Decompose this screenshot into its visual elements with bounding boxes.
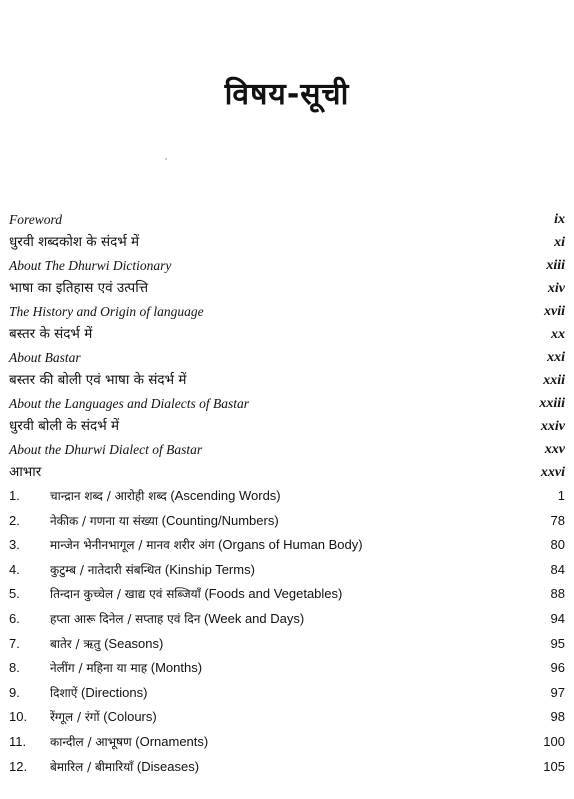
front-matter-entry <box>9 323 565 346</box>
entry-page-number: xxi <box>547 350 565 365</box>
chapter-entry <box>9 582 565 607</box>
chapter-title <box>50 632 163 657</box>
chapter-title-hindi: तिन्दान कुच्चेल / खाद्य एवं सब्जियाँ <box>50 587 201 602</box>
chapter-page-number: 94 <box>550 610 565 626</box>
entry-page-number: xiv <box>547 281 565 296</box>
chapter-page-number: 98 <box>550 709 565 725</box>
chapter-entry <box>9 533 565 558</box>
chapter-number: 7. <box>9 635 20 651</box>
chapter-title-english: (Seasons) <box>104 635 164 651</box>
chapter-list <box>9 484 565 779</box>
entry-page-number: xi <box>554 235 565 250</box>
front-matter-entry <box>9 461 565 484</box>
front-matter-entry <box>9 369 565 392</box>
front-matter-list <box>9 208 565 484</box>
chapter-title <box>50 509 279 534</box>
front-matter-entry <box>9 438 565 461</box>
chapter-title <box>50 681 147 706</box>
entry-page-number: xx <box>551 327 565 342</box>
chapter-page-number: 84 <box>550 561 565 577</box>
chapter-page-number: 97 <box>550 684 565 700</box>
entry-page-number: xxvi <box>540 465 565 480</box>
chapter-title-english: (Counting/Numbers) <box>161 512 279 528</box>
entry-page-number: xxv <box>544 442 565 457</box>
chapter-page-number: 1 <box>557 488 565 503</box>
chapter-title-english: (Foods and Vegetables) <box>204 586 343 602</box>
chapter-title-hindi: कान्दील / आभूषण <box>50 734 132 749</box>
chapter-number: 8. <box>9 660 20 676</box>
entry-page-number: xxiii <box>539 396 565 411</box>
front-matter-entry <box>9 231 565 254</box>
chapter-title-hindi: बेमारिल / बीमारियाँ <box>50 759 134 774</box>
front-matter-entry <box>9 254 565 277</box>
page-title: विषय-सूची <box>224 77 350 112</box>
chapter-title-hindi: चान्द्रान शब्द / आरोही शब्द <box>50 489 167 503</box>
chapter-page-number: 78 <box>550 512 565 528</box>
chapter-entry <box>9 607 565 632</box>
entry-title: आभार <box>9 464 42 480</box>
chapter-title-hindi: कुटुम्ब / नातेदारी संबन्धित <box>50 562 162 577</box>
front-matter-entry <box>9 392 565 415</box>
entry-title: About the Dhurwi Dialect of Bastar <box>9 442 203 457</box>
chapter-number: 10. <box>9 709 28 725</box>
entry-page-number: xxii <box>543 373 565 388</box>
chapter-page-number: 100 <box>543 733 565 749</box>
chapter-title-hindi: नेलींग / महिना या माह <box>50 661 148 676</box>
entry-title: धुरवी शब्दकोश के संदर्भ में <box>9 234 140 250</box>
entry-title: Foreword <box>9 212 62 227</box>
chapter-title <box>50 656 202 681</box>
chapter-entry <box>9 632 565 657</box>
entry-page-number: ix <box>554 212 565 227</box>
chapter-title <box>50 755 199 780</box>
entry-title: About Bastar <box>9 350 81 365</box>
entry-title: धुरवी बोली के संदर्भ में <box>9 418 120 434</box>
chapter-entry <box>9 681 565 706</box>
chapter-title-hindi: हप्ता आरू दिनेल / सप्ताह एवं दिन <box>50 611 201 626</box>
chapter-title-english: (Ascending Words) <box>170 488 281 503</box>
entry-title: बस्तर के संदर्भ में <box>9 326 93 342</box>
chapter-entry <box>9 656 565 681</box>
chapter-entry <box>9 558 565 583</box>
chapter-number: 6. <box>9 610 20 626</box>
entry-title: About the Languages and Dialects of Bastar <box>9 396 249 411</box>
chapter-number: 3. <box>9 537 20 553</box>
entry-title: भाषा का इतिहास एवं उत्पत्ति <box>9 280 149 296</box>
entry-page-number: xiii <box>546 258 565 273</box>
chapter-page-number: 88 <box>550 586 565 602</box>
entry-title: The History and Origin of language <box>9 304 204 319</box>
front-matter-entry <box>9 346 565 369</box>
chapter-title <box>50 705 157 730</box>
chapter-number: 4. <box>9 561 20 577</box>
chapter-title-english: (Organs of Human Body) <box>218 537 363 553</box>
front-matter-entry <box>9 208 565 231</box>
entry-title: बस्तर की बोली एवं भाषा के संदर्भ में <box>9 372 187 388</box>
chapter-title-english: (Directions) <box>81 684 148 700</box>
chapter-page-number: 105 <box>543 758 565 774</box>
chapter-entry <box>9 484 565 509</box>
chapter-number: 2. <box>9 512 20 528</box>
chapter-number: 12. <box>9 758 28 774</box>
chapter-title <box>50 484 281 509</box>
front-matter-entry <box>9 300 565 323</box>
chapter-entry <box>9 730 565 755</box>
chapter-title-hindi: बातेर / ऋतु <box>50 636 101 651</box>
chapter-title-english: (Colours) <box>103 709 157 725</box>
chapter-title <box>50 730 208 755</box>
chapter-title <box>50 582 342 607</box>
chapter-title-english: (Kinship Terms) <box>164 561 255 577</box>
chapter-title-hindi: नेकीक / गणना या संख्या <box>50 513 158 528</box>
chapter-title-hindi: दिशाऐं <box>50 685 78 700</box>
chapter-number: 5. <box>9 586 20 602</box>
chapter-title-english: (Diseases) <box>136 758 200 774</box>
chapter-title-english: (Months) <box>150 660 203 676</box>
chapter-page-number: 95 <box>550 635 565 651</box>
chapter-number: 9. <box>9 684 20 700</box>
chapter-number: 11. <box>9 733 27 749</box>
front-matter-entry <box>9 415 565 438</box>
chapter-title-hindi: मान्जेन भेनीनभागूल / मानव शरीर अंग <box>50 538 215 553</box>
chapter-title <box>50 558 255 583</box>
print-speck <box>165 158 167 160</box>
entry-page-number: xxiv <box>540 419 565 434</box>
chapter-page-number: 80 <box>550 537 565 553</box>
entry-title: About The Dhurwi Dictionary <box>9 258 172 273</box>
chapter-title-english: (Week and Days) <box>204 610 305 626</box>
chapter-entry <box>9 755 565 780</box>
chapter-page-number: 96 <box>550 660 565 676</box>
chapter-number: 1. <box>9 488 20 503</box>
chapter-entry <box>9 509 565 534</box>
entry-page-number: xvii <box>544 304 565 319</box>
chapter-title-english: (Ornaments) <box>135 733 209 749</box>
chapter-title <box>50 533 363 558</box>
chapter-title <box>50 607 304 632</box>
chapter-title-hindi: रेंग्गूल / रंगों <box>50 710 100 725</box>
chapter-entry <box>9 705 565 730</box>
front-matter-entry <box>9 277 565 300</box>
